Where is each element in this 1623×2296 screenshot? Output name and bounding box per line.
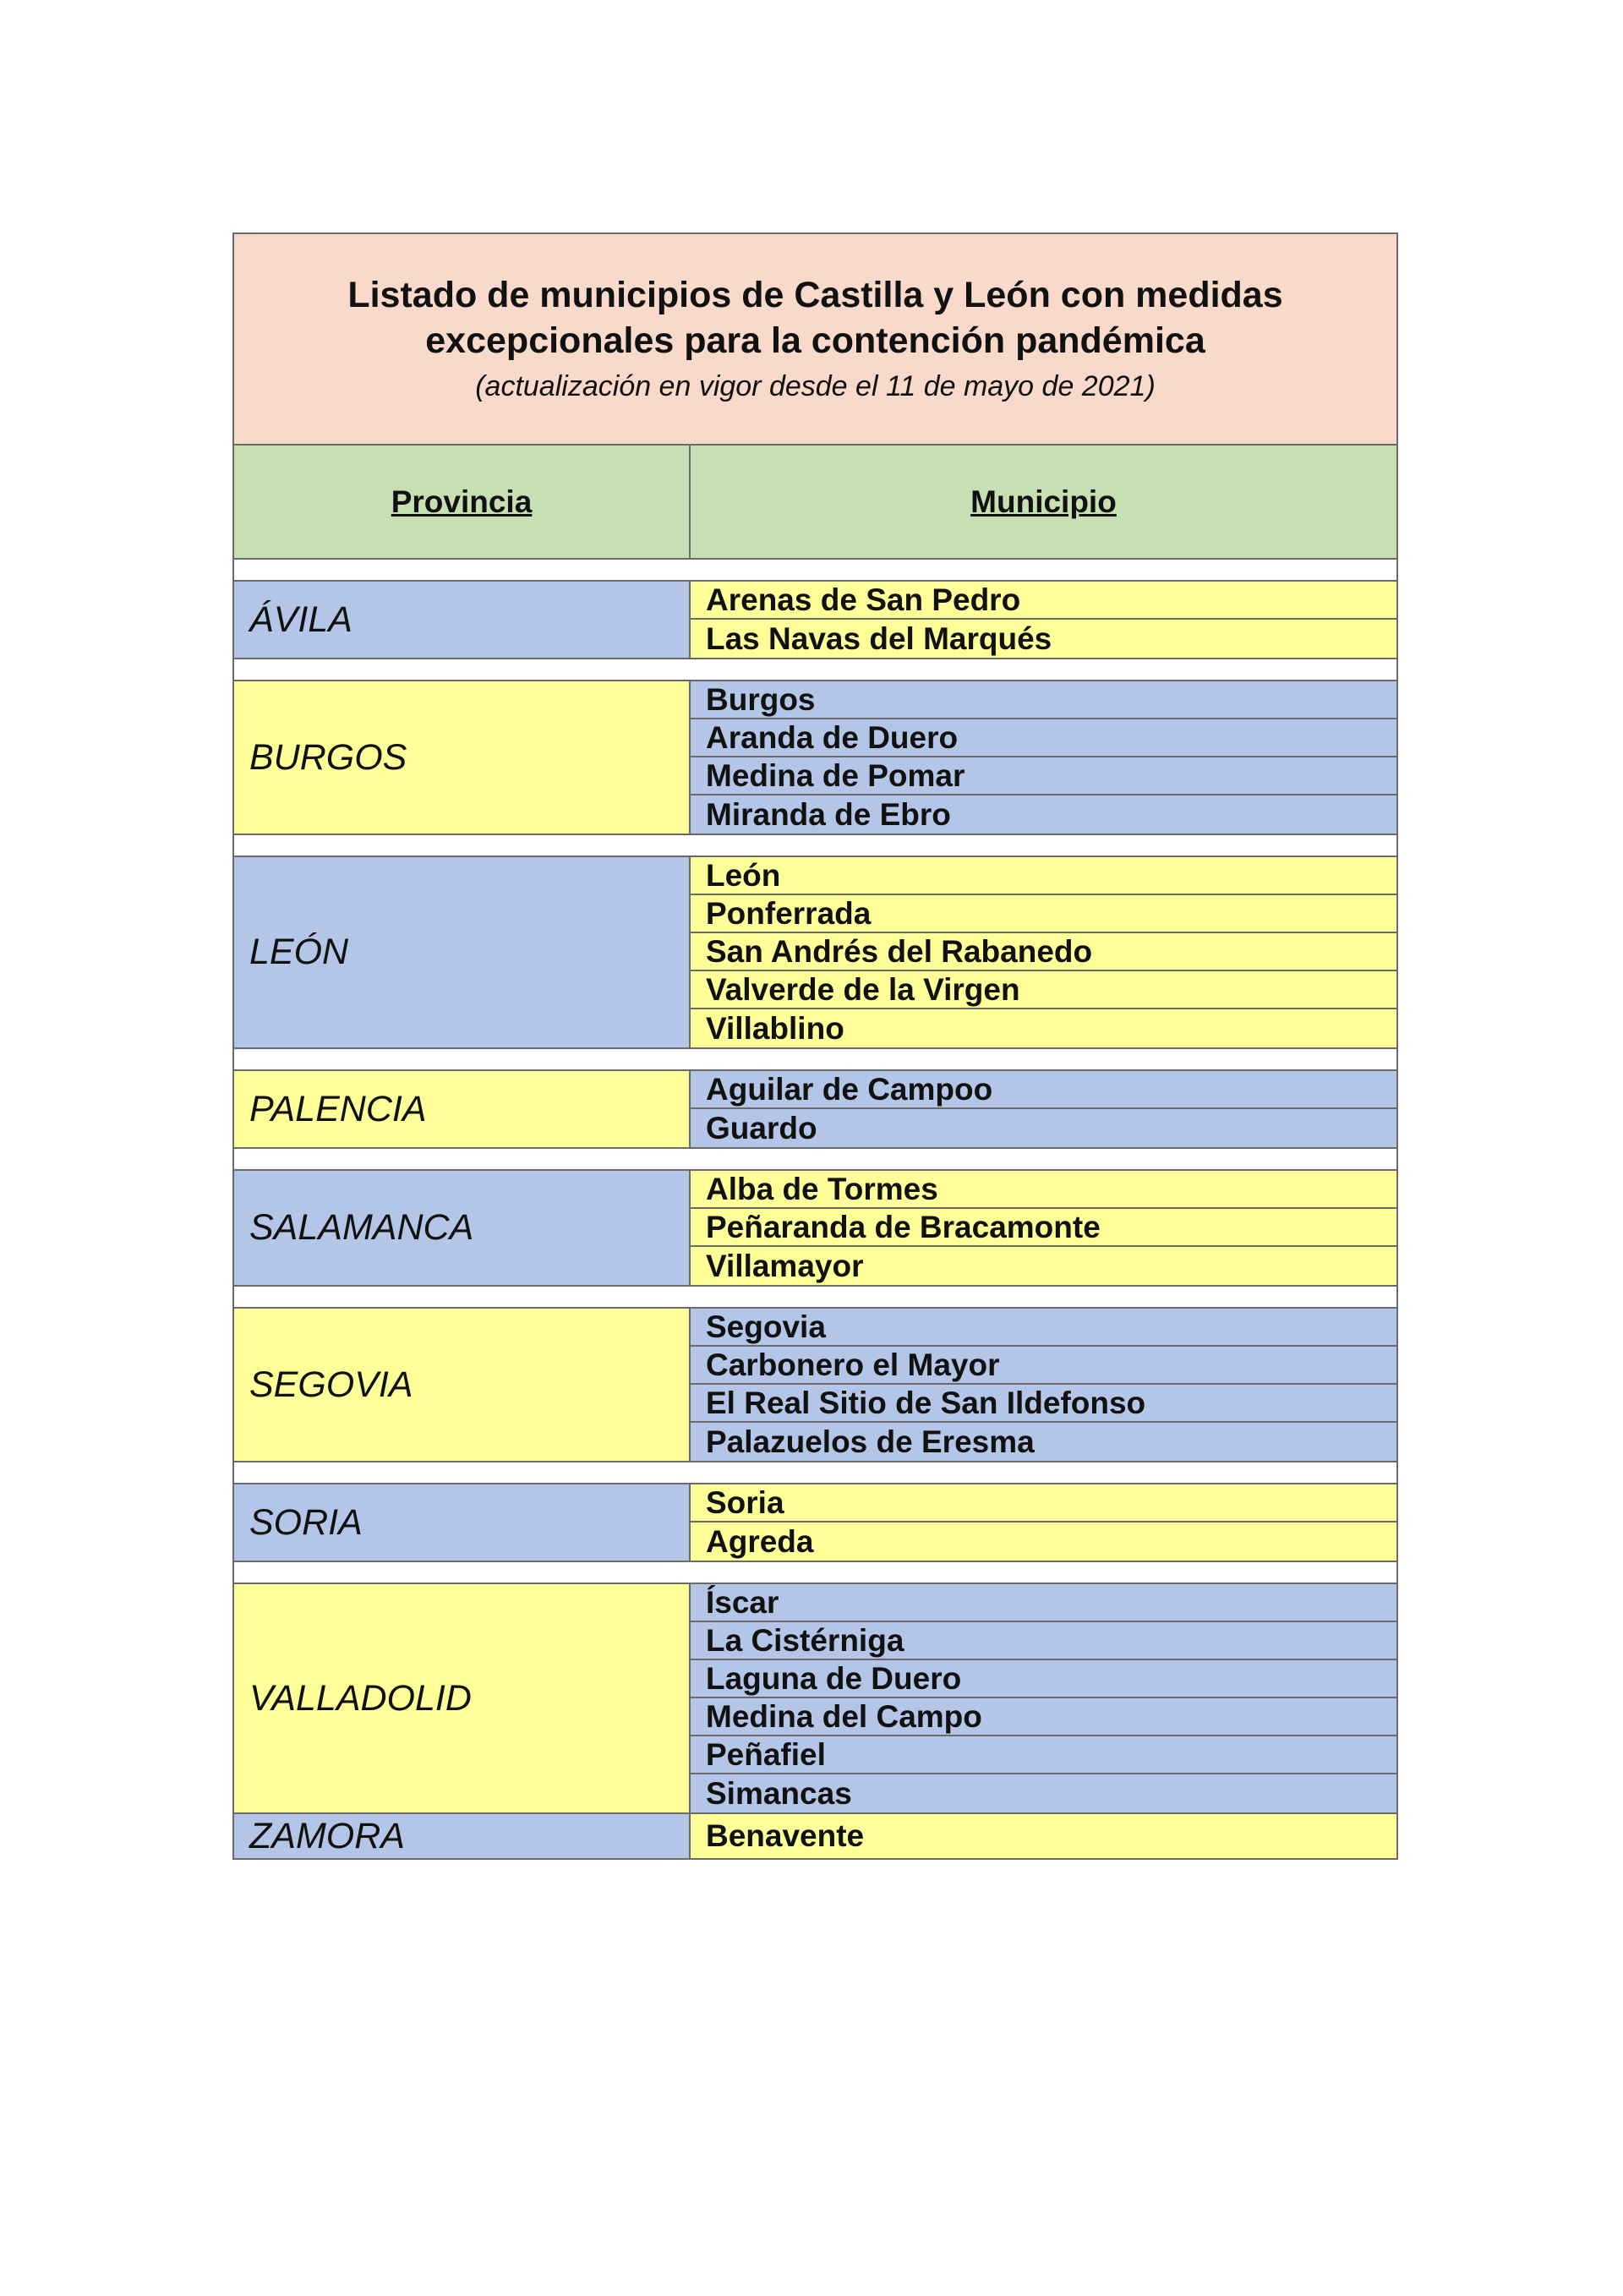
municipio-cell: Las Navas del Marqués <box>691 620 1396 658</box>
municipios-table <box>232 232 1398 1860</box>
municipio-cell: Aguilar de Campoo <box>691 1071 1396 1109</box>
province-group <box>234 681 1396 835</box>
municipio-list <box>691 1584 1396 1812</box>
spacer-row <box>234 1149 1396 1171</box>
municipio-cell: Íscar <box>691 1584 1396 1622</box>
province-cell: BURGOS <box>234 681 691 834</box>
spacer-row <box>234 560 1396 582</box>
municipio-cell: Simancas <box>691 1774 1396 1812</box>
header-provincia: Provincia <box>234 446 691 558</box>
municipio-cell: Peñafiel <box>691 1736 1396 1774</box>
province-cell: SORIA <box>234 1484 691 1561</box>
title-block <box>234 234 1396 446</box>
province-group <box>234 1584 1396 1814</box>
table-body <box>234 560 1396 1858</box>
title-line-1: Listado de municipios de Castilla y León con medidas <box>347 275 1283 315</box>
municipio-cell: Peñaranda de Bracamonte <box>691 1209 1396 1247</box>
province-group <box>234 582 1396 659</box>
header-municipio: Municipio <box>970 484 1117 519</box>
municipio-cell: Miranda de Ebro <box>691 795 1396 834</box>
province-group <box>234 857 1396 1049</box>
spacer-row <box>234 659 1396 681</box>
municipio-cell: Valverde de la Virgen <box>691 971 1396 1009</box>
header-row <box>234 446 1396 560</box>
province-cell: SEGOVIA <box>234 1309 691 1461</box>
municipio-list <box>691 1309 1396 1461</box>
municipio-list <box>691 681 1396 834</box>
municipio-cell: Aranda de Duero <box>691 719 1396 757</box>
municipio-cell: Medina de Pomar <box>691 757 1396 795</box>
municipio-cell: Segovia <box>691 1309 1396 1347</box>
province-group <box>234 1071 1396 1149</box>
municipio-list <box>691 1814 1396 1858</box>
province-cell: ÁVILA <box>234 582 691 658</box>
municipio-cell: Alba de Tormes <box>691 1171 1396 1209</box>
province-cell: LEÓN <box>234 857 691 1047</box>
municipio-cell: Villamayor <box>691 1247 1396 1285</box>
province-group <box>234 1814 1396 1858</box>
province-cell: SALAMANCA <box>234 1171 691 1285</box>
spacer-row <box>234 1462 1396 1484</box>
municipio-list <box>691 857 1396 1047</box>
municipio-list <box>691 1484 1396 1561</box>
municipio-cell: San Andrés del Rabanedo <box>691 933 1396 971</box>
municipio-cell: Laguna de Duero <box>691 1660 1396 1698</box>
municipio-cell: Palazuelos de Eresma <box>691 1423 1396 1461</box>
province-group <box>234 1309 1396 1462</box>
municipio-cell: Arenas de San Pedro <box>691 582 1396 620</box>
province-cell: ZAMORA <box>234 1814 691 1858</box>
municipio-cell: León <box>691 857 1396 895</box>
municipio-cell: El Real Sitio de San Ildefonso <box>691 1385 1396 1423</box>
subtitle: (actualización en vigor desde el 11 de mayo de 2021) <box>475 370 1156 402</box>
municipio-cell: Benavente <box>691 1814 1396 1858</box>
municipio-list <box>691 582 1396 658</box>
spacer-row <box>234 835 1396 857</box>
municipio-cell: Ponferrada <box>691 895 1396 933</box>
municipio-cell: Villablino <box>691 1009 1396 1047</box>
municipio-cell: Burgos <box>691 681 1396 719</box>
spacer-row <box>234 1287 1396 1309</box>
municipio-list <box>691 1071 1396 1147</box>
municipio-cell: Carbonero el Mayor <box>691 1347 1396 1385</box>
spacer-row <box>234 1049 1396 1071</box>
province-group <box>234 1484 1396 1562</box>
province-cell: PALENCIA <box>234 1071 691 1147</box>
title-line-2: excepcionales para la contención pandémica <box>425 320 1205 361</box>
municipio-cell: Guardo <box>691 1109 1396 1147</box>
spacer-row <box>234 1562 1396 1584</box>
province-group <box>234 1171 1396 1287</box>
municipio-cell: Agreda <box>691 1522 1396 1561</box>
municipio-cell: Medina del Campo <box>691 1698 1396 1736</box>
municipio-cell: La Cistérniga <box>691 1622 1396 1660</box>
municipio-cell: Soria <box>691 1484 1396 1522</box>
province-cell: VALLADOLID <box>234 1584 691 1812</box>
municipio-list <box>691 1171 1396 1285</box>
